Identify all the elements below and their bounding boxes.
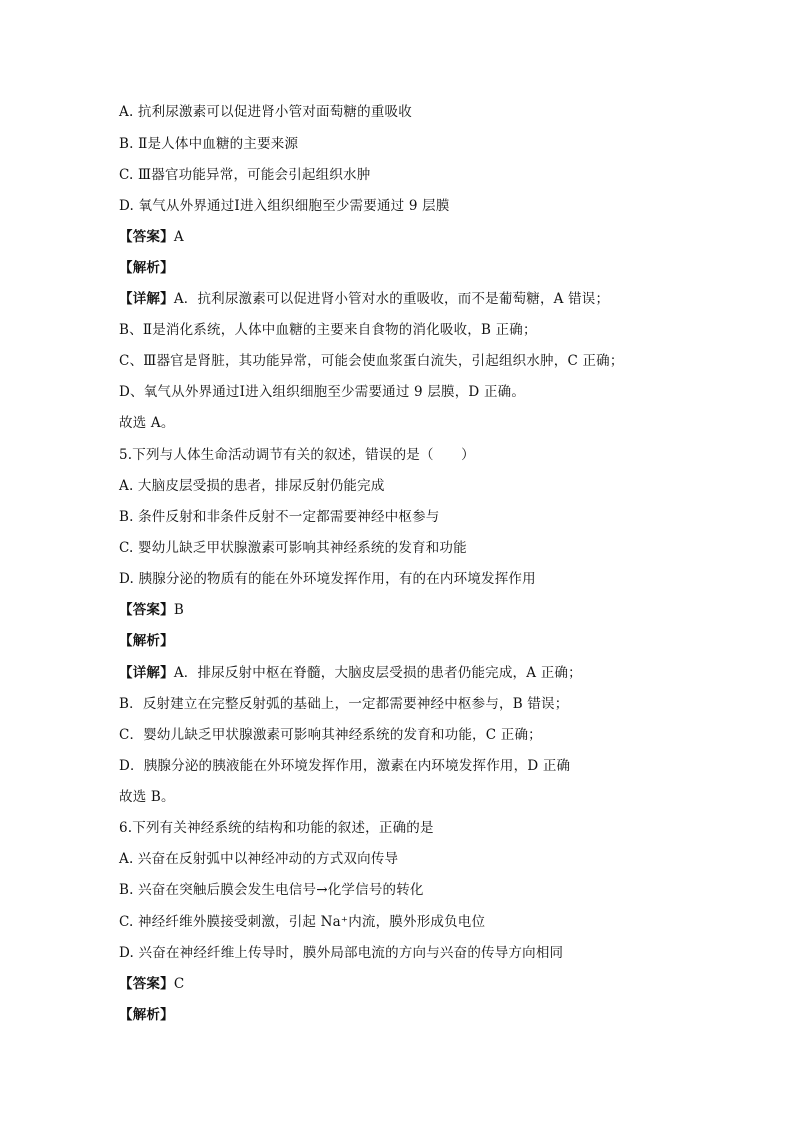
q4-detail-d: D、氧气从外界通过Ⅰ进入组织细胞至少需要通过 9 层膜，D 正确。 [119, 384, 526, 400]
q4-detail-a [119, 290, 609, 308]
q5-detail-b: B．反射建立在完整反射弧的基础上，一定都需要神经中枢参与，B 错误； [119, 696, 569, 712]
q6-answer-label: 【答案】 [119, 976, 174, 992]
q5-conclusion: 故选 B。 [119, 789, 175, 805]
q5-answer-label: 【答案】 [119, 602, 174, 618]
q5-detail-a [119, 664, 582, 682]
q4-option-d: D. 氧气从外界通过Ⅰ进入组织细胞至少需要通过 9 层膜 [119, 198, 450, 214]
q5-stem: 5.下列与人体生命活动调节有关的叙述，错误的是（ ） [119, 447, 475, 463]
q6-answer [119, 975, 184, 993]
q5-detail-label: 【详解】 [119, 665, 174, 681]
q5-option-d: D. 胰腺分泌的物质有的能在外环境发挥作用，有的在内环境发挥作用 [119, 571, 536, 587]
q4-option-c: C. Ⅲ器官功能异常，可能会引起组织水肿 [119, 167, 371, 183]
q4-conclusion: 故选 A。 [119, 415, 175, 431]
q6-option-d: D. 兴奋在神经纤维上传导时，膜外局部电流的方向与兴奋的传导方向相同 [119, 945, 564, 961]
q4-detail-label: 【详解】 [119, 291, 174, 307]
q4-answer [119, 228, 184, 246]
q4-analysis-label: 【解析】 [119, 260, 174, 276]
q4-detail-a-text: A．抗利尿激素可以促进肾小管对水的重吸收，而不是葡萄糖，A 错误； [173, 291, 610, 307]
q4-answer-value: A [173, 229, 184, 245]
q5-answer-value: B [173, 602, 184, 618]
q5-option-c: C. 婴幼儿缺乏甲状腺激素可影响其神经系统的发育和功能 [119, 540, 467, 556]
q4-option-a: A. 抗利尿激素可以促进肾小管对面萄糖的重吸收 [119, 104, 412, 120]
q5-option-a: A. 大脑皮层受损的患者，排尿反射仍能完成 [119, 478, 385, 494]
q4-detail-b: B、Ⅱ是消化系统，人体中血糖的主要来自食物的消化吸收，B 正确； [119, 322, 537, 338]
q5-detail-c: C．婴幼儿缺乏甲状腺激素可影响其神经系统的发育和功能，C 正确； [119, 727, 542, 743]
q5-detail-d: D．胰腺分泌的胰液能在外环境发挥作用，激素在内环境发挥作用，D 正确 [119, 758, 571, 774]
q5-answer [119, 601, 184, 619]
q6-option-c: C. 神经纤维外膜接受刺激，引起 Na⁺内流，膜外形成负电位 [119, 914, 486, 930]
q6-stem: 6.下列有关神经系统的结构和功能的叙述，正确的是 [119, 820, 434, 836]
q4-answer-label: 【答案】 [119, 229, 174, 245]
q4-option-b: B. Ⅱ是人体中血糖的主要来源 [119, 136, 299, 152]
q6-option-a: A. 兴奋在反射弧中以神经冲动的方式双向传导 [119, 851, 399, 867]
q5-analysis-label: 【解析】 [119, 633, 174, 649]
q6-analysis-label: 【解析】 [119, 1007, 174, 1023]
q4-detail-c: C、Ⅲ器官是肾脏，其功能异常，可能会使血浆蛋白流失，引起组织水肿，C 正确； [119, 353, 624, 369]
q5-detail-a-text: A．排尿反射中枢在脊髓，大脑皮层受损的患者仍能完成，A 正确； [173, 665, 582, 681]
q6-answer-value: C [173, 976, 185, 992]
q6-option-b: B. 兴奋在突触后膜会发生电信号→化学信号的转化 [119, 882, 424, 898]
q5-option-b: B. 条件反射和非条件反射不一定都需要神经中枢参与 [119, 509, 440, 525]
